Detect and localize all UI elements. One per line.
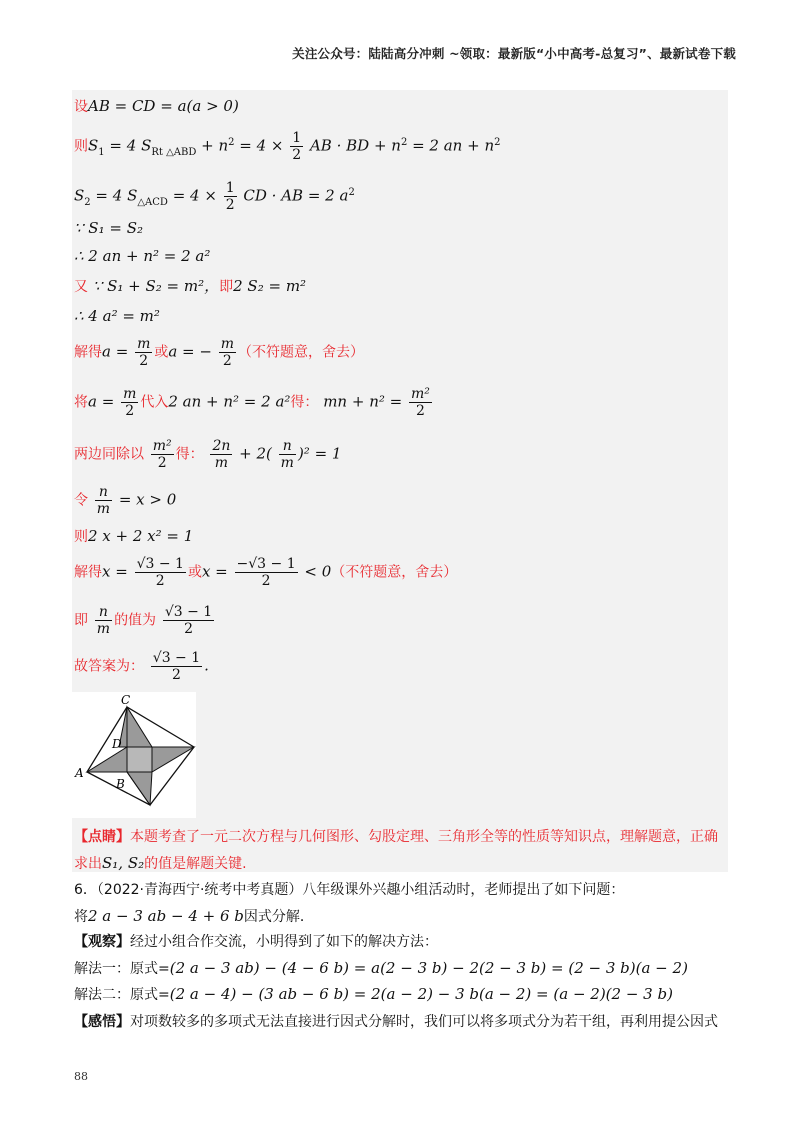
line-13: 解得x = $\frac{√3 - 1}{2}$ 或x = $\frac{-√3 - 1}{2}$ < 0（不符题意，舍去）	[74, 556, 458, 589]
line-12: 则2 x + 2 x² = 1	[74, 527, 194, 545]
line-10: 两边同除以 $\frac{\text{m²}}{2}$ 得： $\frac{2n}{m}$ + 2( $\frac{n}{m}$ )² = 1	[74, 438, 342, 471]
line-1: 设AB = CD = a(a > 0)	[74, 97, 239, 115]
line-7: ∴ 4 a² = m²	[74, 307, 160, 325]
geometry-figure	[72, 692, 196, 818]
problem-6-task: 将2 a − 3 ab − 4 + 6 b因式分解．	[74, 907, 314, 925]
figure-svg	[72, 692, 196, 818]
line-2: 则$S_1 = 4$ $S_{Rt \triangle ABD} + n^2 = 4$ × $\frac{1}{2}$ AB · BD + $n^2 = 2$ an + $n^2$	[74, 130, 501, 163]
fraction: $\frac{1}{2}$	[225, 180, 235, 213]
label-d: D	[112, 737, 122, 751]
comment-block: 【点睛】本题考查了一元二次方程与几何图形、勾股定理、三角形全等的性质等知识点，理解题意，正确求出S₁, S₂的值是解题关键.	[74, 829, 718, 872]
line-9: 将a = $\frac{m}{2}$ 代入2 an + n² = 2 a²得： mn + n² = $\frac{\text{m²}}{2}$	[74, 386, 430, 419]
method-2: 解法二：原式=(2 a − 4) − (3 ab − 6 b) = 2(a − 2) − 3 b(a − 2) = (a − 2)(2 − 3 b)	[74, 985, 673, 1003]
problem-6-title: 6．（2022·青海西宁·统考中考真题）八年级课外兴趣小组活动时，老师提出了如下问题：	[74, 882, 625, 898]
line-4: ∵ S₁ = S₂	[74, 219, 143, 237]
fraction: $\frac{1}{2}$	[292, 130, 302, 163]
comment-tag: 【点睛】	[74, 829, 130, 845]
line-14: 即 $\frac{n}{m}$ 的值为 $\frac{√3 - 1}{2}$	[74, 604, 213, 637]
line-5: ∴ 2 an + n² = 2 a²	[74, 247, 211, 265]
label-a: A	[75, 766, 84, 780]
line-15: 故答案为： $\frac{√3 - 1}{2}$ .	[74, 650, 209, 683]
line-11: 令 $\frac{n}{m}$ = x > 0	[74, 484, 177, 517]
line-3: $S_2 = 4$ $S_{\triangle ACD} = 4$ × $\frac{1}{2}$ CD · AB = 2 $a^2$	[74, 180, 355, 213]
page-number: 88	[74, 1070, 88, 1083]
line-6: 又 ∵ S₁ + S₂ = m²，即2 S₂ = m²	[74, 277, 307, 295]
line-8: 解得a = $\frac{m}{2}$ 或a = − $\frac{m}{2}$ （不符题意，舍去）	[74, 336, 365, 369]
label-c: C	[121, 693, 131, 707]
observation: 【观察】经过小组合作交流，小明得到了如下的解决方法：	[74, 934, 438, 950]
insight: 【感悟】对项数较多的多项式无法直接进行因式分解时，我们可以将多项式分为若干组，再利用提公因式	[74, 1014, 718, 1030]
method-1: 解法一：原式=(2 a − 3 ab) − (4 − 6 b) = a(2 − 3 b) − 2(2 − 3 b) = (2 − 3 b)(a − 2)	[74, 959, 688, 977]
label-b: B	[116, 777, 125, 791]
page-header: 关注公众号：陆陆高分冲刺 ~领取：最新版“小中高考-总复习”、最新试卷下载	[292, 46, 736, 61]
